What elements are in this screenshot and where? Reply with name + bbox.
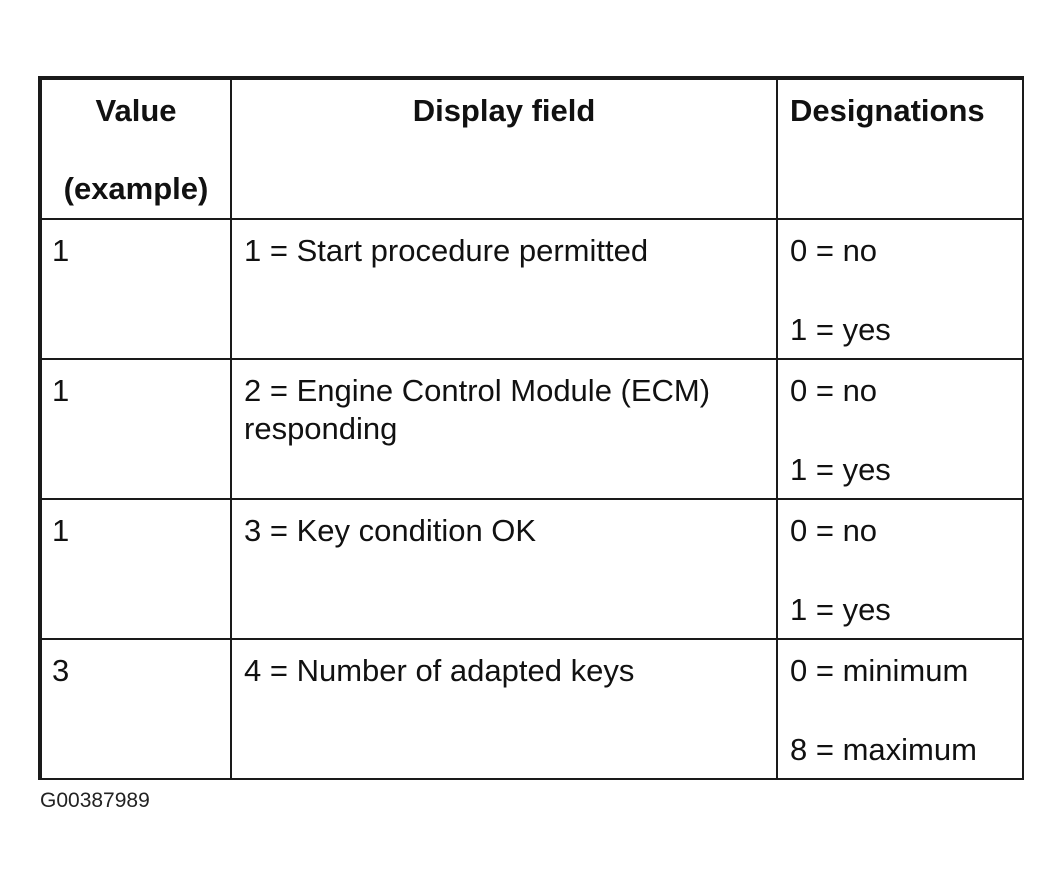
header-value [41, 79, 231, 219]
row-value: 1 [52, 373, 70, 408]
header-designations-label: Designations [790, 93, 985, 128]
designation-item: 8 = maximum [790, 732, 977, 767]
header-display-field-label: Display field [412, 93, 596, 128]
header-value-label: Value [95, 93, 177, 128]
designation-item: 0 = no [790, 513, 878, 548]
figure-code: G00387989 [40, 789, 150, 812]
row-display-field: 3 = Key condition OK [244, 513, 537, 548]
table-row [41, 359, 1023, 499]
row-display-field: 1 = Start procedure permitted [244, 233, 649, 268]
header-designations [777, 79, 1023, 219]
designation-item: 0 = minimum [790, 653, 969, 688]
data-table-frame [38, 76, 1024, 780]
row-value: 1 [52, 233, 70, 268]
table-row [41, 499, 1023, 639]
row-value: 3 [52, 653, 70, 688]
table-row [41, 219, 1023, 359]
designation-item: 0 = no [790, 233, 878, 268]
row-designations [778, 220, 1022, 349]
header-value-sublabel: (example) [63, 171, 209, 206]
row-designations [778, 360, 1022, 489]
designation-item: 1 = yes [790, 592, 891, 627]
header-display-field [231, 79, 777, 219]
row-value: 1 [52, 513, 70, 548]
data-table [40, 78, 1024, 780]
table-header-row [41, 79, 1023, 219]
designation-item: 0 = no [790, 373, 878, 408]
row-display-field: 2 = Engine Control Module (ECM) responding [244, 373, 711, 446]
designation-item: 1 = yes [790, 312, 891, 347]
row-display-field: 4 = Number of adapted keys [244, 653, 635, 688]
designation-item: 1 = yes [790, 452, 891, 487]
table-row [41, 639, 1023, 779]
row-designations [778, 640, 1022, 769]
row-designations [778, 500, 1022, 629]
